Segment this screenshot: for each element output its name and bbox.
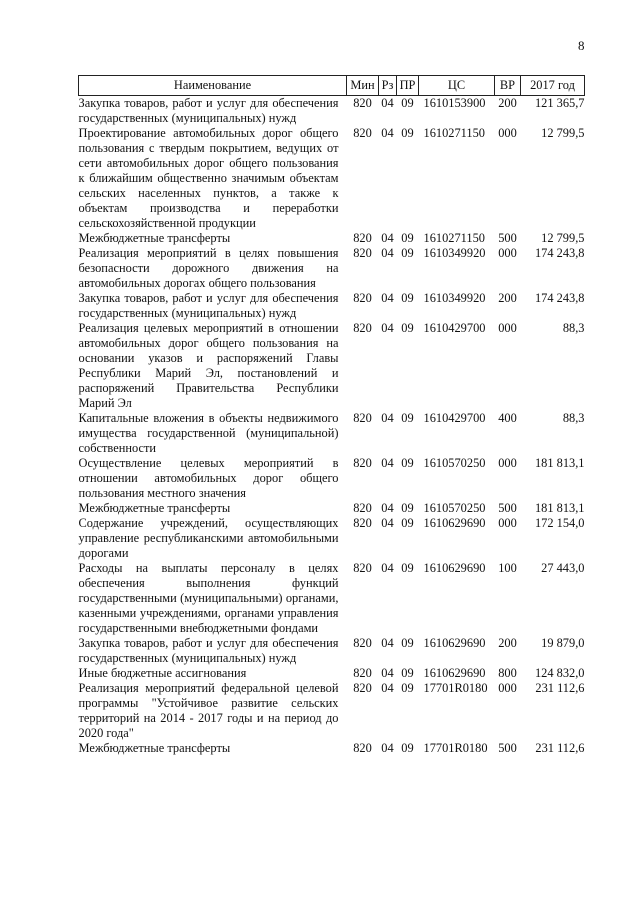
cell-cs: 1610629690 [423, 561, 486, 575]
cell-rz: 04 [381, 636, 394, 650]
cell-min: 820 [353, 126, 372, 140]
cell-amount: 19 879,0 [541, 636, 585, 650]
table-row [79, 291, 585, 321]
table-row [79, 741, 585, 756]
cell-name: Реализация мероприятий федеральной целевой программы "Устойчивое развитие сельских территорий на 2014 - 2017 годы и на период до 2020 года" [78, 681, 339, 740]
cell-vr: 000 [498, 516, 517, 530]
cell-vr: 000 [498, 456, 517, 470]
header-name: Наименование [79, 76, 347, 96]
cell-name: Межбюджетные трансферты [78, 501, 231, 515]
table-header-row [79, 76, 585, 96]
cell-rz: 04 [381, 681, 394, 695]
cell-cs: 1610429700 [423, 411, 486, 425]
cell-name: Осуществление целевых мероприятий в отношении автомобильных дорог общего пользования местного значения [78, 456, 339, 500]
cell-vr: 800 [498, 666, 517, 680]
cell-name: Реализация целевых мероприятий в отношении автомобильных дорог общего пользования на основании указов и распоряжений Главы Республики Марий Эл, постановлений и распоряжений Правительства Республики Марий Эл [78, 321, 339, 410]
cell-min: 820 [353, 501, 372, 515]
cell-vr: 000 [498, 126, 517, 140]
table-row [79, 681, 585, 741]
cell-min: 820 [353, 456, 372, 470]
cell-vr: 400 [498, 411, 517, 425]
cell-vr: 500 [498, 741, 517, 755]
cell-rz: 04 [381, 321, 394, 335]
cell-cs: 1610629690 [423, 516, 486, 530]
cell-cs: 1610349920 [423, 291, 486, 305]
cell-rz: 04 [381, 501, 394, 515]
cell-cs: 1610153900 [423, 96, 486, 110]
cell-amount: 27 443,0 [541, 561, 585, 575]
table-row [79, 501, 585, 516]
cell-cs: 1610271150 [423, 126, 485, 140]
cell-cs: 1610271150 [423, 231, 485, 245]
header-vr: ВР [495, 76, 521, 96]
cell-vr: 200 [498, 96, 517, 110]
cell-name: Межбюджетные трансферты [78, 741, 231, 755]
cell-min: 820 [353, 321, 372, 335]
cell-vr: 100 [498, 561, 517, 575]
cell-name: Межбюджетные трансферты [78, 231, 231, 245]
cell-min: 820 [353, 666, 372, 680]
cell-cs: 1610570250 [423, 501, 486, 515]
cell-rz: 04 [381, 516, 394, 530]
cell-pr: 09 [401, 681, 414, 695]
table-row [79, 411, 585, 456]
cell-cs: 1610629690 [423, 666, 486, 680]
header-min: Мин [347, 76, 379, 96]
cell-name: Проектирование автомобильных дорог общего пользования с твердым покрытием, ведущих от сети автомобильных дорог общего пользования к ближайшим общественно значимым объектам сельских населенных пунктов, а также к объектам производства и переработки сельскохозяйственной продукции [78, 126, 339, 230]
cell-amount: 88,3 [562, 321, 585, 335]
cell-vr: 500 [498, 231, 517, 245]
cell-rz: 04 [381, 96, 394, 110]
cell-cs: 1610429700 [423, 321, 486, 335]
cell-name: Капитальные вложения в объекты недвижимого имущества государственной (муниципальной) собственности [78, 411, 339, 455]
cell-cs: 17701R0180 [423, 681, 488, 695]
cell-rz: 04 [381, 666, 394, 680]
cell-amount: 231 112,6 [535, 741, 585, 755]
cell-min: 820 [353, 516, 372, 530]
cell-amount: 181 813,1 [534, 501, 585, 515]
table-row [79, 246, 585, 291]
header-rz: Рз [379, 76, 397, 96]
cell-pr: 09 [401, 246, 414, 260]
cell-vr: 000 [498, 321, 517, 335]
cell-name: Содержание учреждений, осуществляющих управление республиканскими автомобильными дорогами [78, 516, 339, 560]
cell-pr: 09 [401, 516, 414, 530]
table-row [79, 96, 585, 127]
cell-min: 820 [353, 96, 372, 110]
cell-amount: 124 832,0 [534, 666, 585, 680]
table-body [79, 96, 585, 757]
cell-amount: 181 813,1 [534, 456, 585, 470]
cell-min: 820 [353, 291, 372, 305]
cell-amount: 12 799,5 [541, 126, 585, 140]
cell-amount: 121 365,7 [534, 96, 585, 110]
cell-amount: 174 243,8 [534, 291, 585, 305]
cell-rz: 04 [381, 411, 394, 425]
cell-pr: 09 [401, 126, 414, 140]
cell-min: 820 [353, 246, 372, 260]
cell-cs: 1610349920 [423, 246, 486, 260]
cell-name: Закупка товаров, работ и услуг для обеспечения государственных (муниципальных) нужд [78, 291, 339, 320]
cell-name: Закупка товаров, работ и услуг для обеспечения государственных (муниципальных) нужд [78, 636, 339, 665]
cell-vr: 000 [498, 681, 517, 695]
header-pr: ПР [397, 76, 419, 96]
cell-amount: 172 154,0 [534, 516, 585, 530]
cell-name: Закупка товаров, работ и услуг для обеспечения государственных (муниципальных) нужд [78, 96, 339, 125]
table-row [79, 516, 585, 561]
cell-pr: 09 [401, 231, 414, 245]
cell-min: 820 [353, 561, 372, 575]
cell-amount: 174 243,8 [534, 246, 585, 260]
cell-vr: 500 [498, 501, 517, 515]
cell-pr: 09 [401, 411, 414, 425]
table-row [79, 231, 585, 246]
cell-pr: 09 [401, 456, 414, 470]
cell-rz: 04 [381, 561, 394, 575]
header-cs: ЦС [419, 76, 495, 96]
page-number: 8 [578, 38, 585, 53]
cell-cs: 1610629690 [423, 636, 486, 650]
cell-name: Расходы на выплаты персоналу в целях обеспечения выполнения функций государственными (муниципальными) органами, казенными учреждениями, органами управления государственными внебюджетными фондами [78, 561, 339, 635]
cell-rz: 04 [381, 126, 394, 140]
table-row [79, 321, 585, 411]
cell-rz: 04 [381, 741, 394, 755]
cell-amount: 12 799,5 [541, 231, 585, 245]
cell-vr: 200 [498, 636, 517, 650]
cell-amount: 231 112,6 [535, 681, 585, 695]
cell-min: 820 [353, 231, 372, 245]
cell-pr: 09 [401, 96, 414, 110]
cell-pr: 09 [401, 291, 414, 305]
table-row [79, 636, 585, 666]
cell-min: 820 [353, 636, 372, 650]
cell-rz: 04 [381, 291, 394, 305]
table-row [79, 126, 585, 231]
cell-name: Иные бюджетные ассигнования [78, 666, 247, 680]
cell-min: 820 [353, 741, 372, 755]
cell-pr: 09 [401, 321, 414, 335]
cell-min: 820 [353, 681, 372, 695]
cell-cs: 1610570250 [423, 456, 486, 470]
cell-pr: 09 [401, 741, 414, 755]
cell-rz: 04 [381, 231, 394, 245]
cell-cs: 17701R0180 [423, 741, 488, 755]
table-row [79, 666, 585, 681]
cell-vr: 200 [498, 291, 517, 305]
cell-min: 820 [353, 411, 372, 425]
cell-rz: 04 [381, 246, 394, 260]
header-year: 2017 год [521, 76, 585, 96]
cell-pr: 09 [401, 666, 414, 680]
cell-name: Реализация мероприятий в целях повышения безопасности дорожного движения на автомобильных дорогах общего пользования [78, 246, 339, 290]
cell-vr: 000 [498, 246, 517, 260]
cell-amount: 88,3 [562, 411, 585, 425]
cell-rz: 04 [381, 456, 394, 470]
cell-pr: 09 [401, 636, 414, 650]
cell-pr: 09 [401, 501, 414, 515]
table-row [79, 561, 585, 636]
table-row [79, 456, 585, 501]
budget-table [78, 75, 585, 756]
cell-pr: 09 [401, 561, 414, 575]
